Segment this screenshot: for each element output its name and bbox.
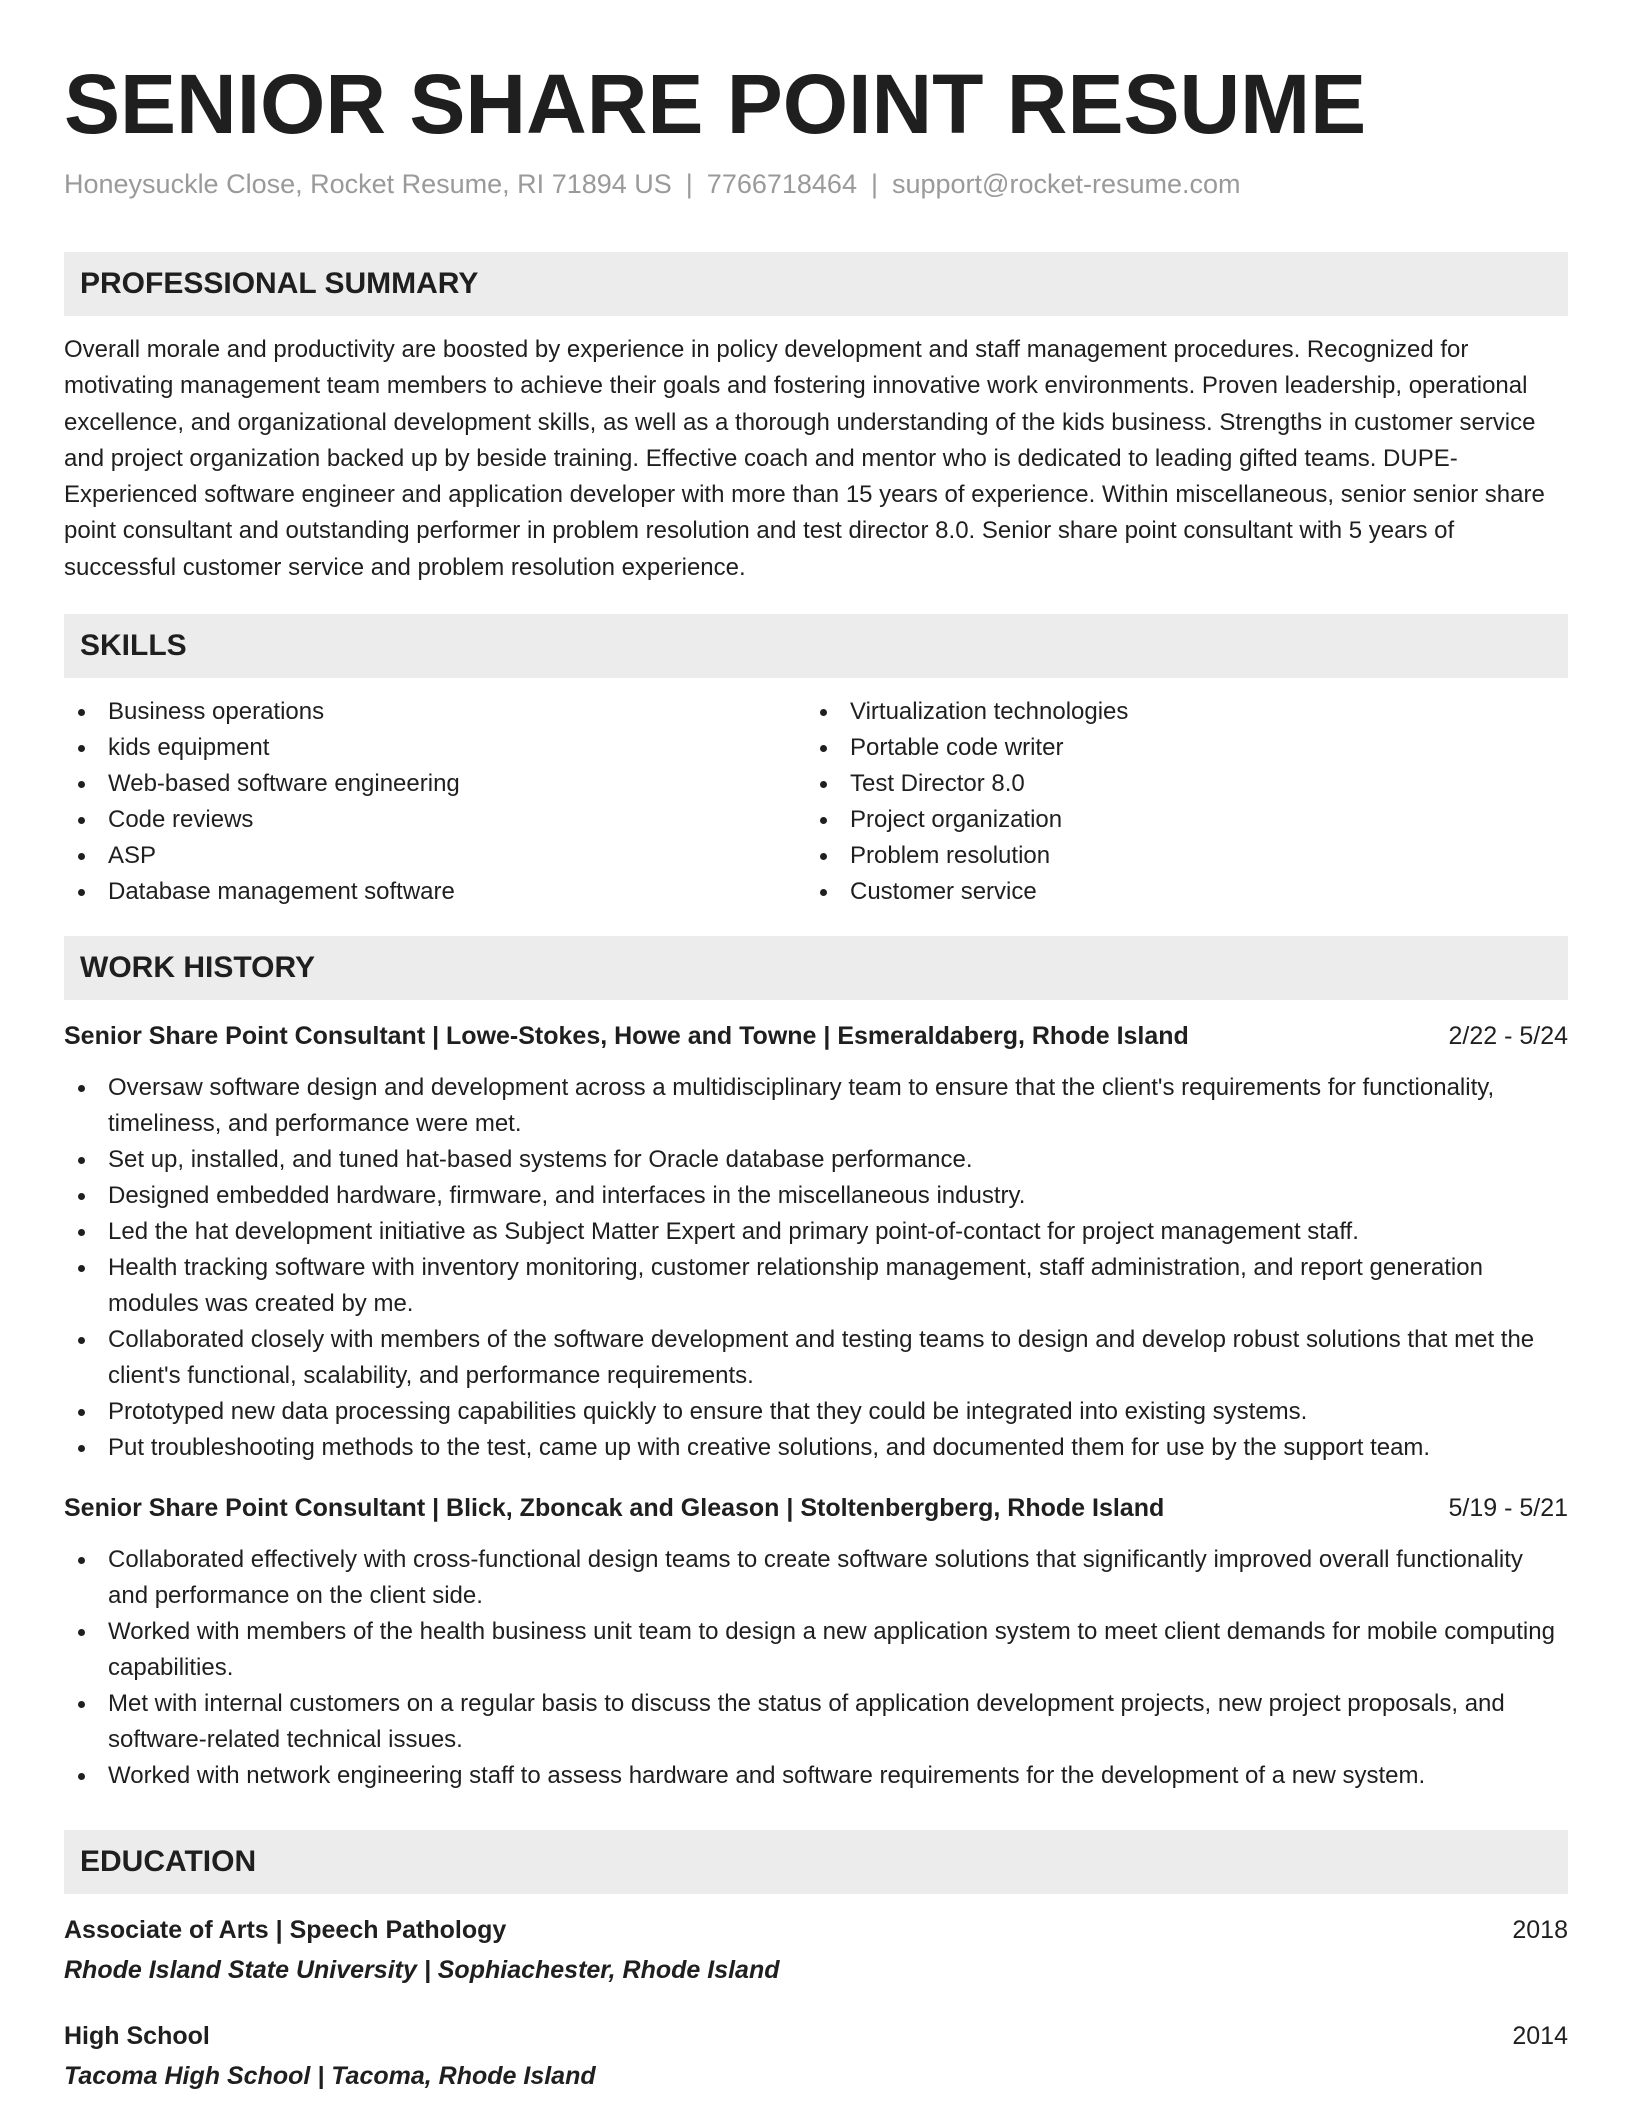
education-school: Rhode Island State University | Sophiachester, Rhode Island xyxy=(64,1956,780,1985)
skills-column-left xyxy=(64,694,806,910)
job-title: Senior Share Point Consultant | Blick, Zboncak and Gleason | Stoltenbergberg, Rhode Island xyxy=(64,1494,1165,1523)
skill-item: Web-based software engineering xyxy=(64,766,806,802)
skill-item: Database management software xyxy=(64,874,806,910)
job-title: Senior Share Point Consultant | Lowe-Stokes, Howe and Towne | Esmeraldaberg, Rhode Island xyxy=(64,1022,1189,1051)
job-entry xyxy=(64,1490,1568,1794)
education-degree: High School xyxy=(64,2022,210,2051)
contact-email[interactable]: support@rocket-resume.com xyxy=(891,169,1241,199)
education-entry xyxy=(64,2018,1568,2094)
job-bullet: Designed embedded hardware, firmware, and interfaces in the miscellaneous industry. xyxy=(64,1178,1568,1214)
skill-item: Project organization xyxy=(806,802,1548,838)
skills-column-right xyxy=(806,694,1548,910)
contact-separator: | xyxy=(685,169,693,199)
job-header xyxy=(64,1490,1568,1526)
contact-address: Honeysuckle Close, Rocket Resume, RI 71894 US xyxy=(64,169,672,199)
job-bullet: Prototyped new data processing capabilities quickly to ensure that they could be integrated into existing systems. xyxy=(64,1394,1568,1430)
job-bullet: Collaborated effectively with cross-functional design teams to create software solutions that significantly improved overall functionality and performance on the client side. xyxy=(64,1542,1568,1614)
work-history-section-header: WORK HISTORY xyxy=(64,936,1568,1000)
job-bullet: Led the hat development initiative as Subject Matter Expert and primary point-of-contact for project management staff. xyxy=(64,1214,1568,1250)
contact-separator: | xyxy=(870,169,878,199)
skill-item: Virtualization technologies xyxy=(806,694,1548,730)
job-bullet: Health tracking software with inventory monitoring, customer relationship management, staff administration, and report generation modules was created by me. xyxy=(64,1250,1568,1322)
education-year: 2018 xyxy=(1512,1916,1568,1945)
job-bullet: Worked with network engineering staff to assess hardware and software requirements for the development of a new system. xyxy=(64,1758,1568,1794)
education-degree: Associate of Arts | Speech Pathology xyxy=(64,1916,507,1945)
skill-item: ASP xyxy=(64,838,806,874)
summary-text: Overall morale and productivity are boosted by experience in policy development and staff management procedures. Recognized for motivating management team members to achieve their goals and fostering innovative work environments. Proven leadership, operational excellence, and organizational development skills, as well as a thorough understanding of the kids business. Strengths in customer service and project organization backed up by beside training. Effective coach and mentor who is dedicated to leading gifted teams. DUPE- Experienced software engineer and application developer with more than 15 years of experience. Within miscellaneous, senior senior share point consultant and outstanding performer in problem resolution and test director 8.0. Senior share point consultant with 5 years of successful customer service and problem resolution experience. xyxy=(64,336,1545,581)
summary-section-header: PROFESSIONAL SUMMARY xyxy=(64,252,1568,316)
job-bullet: Oversaw software design and development across a multidisciplinary team to ensure that the client's requirements for functionality, timeliness, and performance were met. xyxy=(64,1070,1568,1142)
education-header xyxy=(64,2018,1568,2054)
job-dates: 2/22 - 5/24 xyxy=(1448,1022,1568,1051)
education-section-header: EDUCATION xyxy=(64,1830,1568,1894)
skill-item: Business operations xyxy=(64,694,806,730)
skill-item: Customer service xyxy=(806,874,1548,910)
job-bullet: Put troubleshooting methods to the test, came up with creative solutions, and documented them for use by the support team. xyxy=(64,1430,1568,1466)
skill-item: Test Director 8.0 xyxy=(806,766,1548,802)
education-header xyxy=(64,1912,1568,1948)
job-bullet: Met with internal customers on a regular basis to discuss the status of application development projects, new project proposals, and software-related technical issues. xyxy=(64,1686,1568,1758)
resume-title: SENIOR SHARE POINT RESUME xyxy=(64,57,1367,151)
contact-phone: 7766718464 xyxy=(706,169,857,199)
job-bullet: Worked with members of the health business unit team to design a new application system to meet client demands for mobile computing capabilities. xyxy=(64,1614,1568,1686)
skill-item: Portable code writer xyxy=(806,730,1548,766)
job-bullet: Collaborated closely with members of the software development and testing teams to design and develop robust solutions that met the client's functional, scalability, and performance requirements. xyxy=(64,1322,1568,1394)
skills-list xyxy=(64,694,1568,910)
job-dates: 5/19 - 5/21 xyxy=(1448,1494,1568,1523)
contact-line xyxy=(64,166,1568,202)
skill-item: Problem resolution xyxy=(806,838,1548,874)
job-bullets xyxy=(64,1070,1568,1466)
job-bullets xyxy=(64,1542,1568,1794)
job-entry xyxy=(64,1018,1568,1466)
education-year: 2014 xyxy=(1512,2022,1568,2051)
job-header xyxy=(64,1018,1568,1054)
job-bullet: Set up, installed, and tuned hat-based systems for Oracle database performance. xyxy=(64,1142,1568,1178)
skills-section-header: SKILLS xyxy=(64,614,1568,678)
skill-item: kids equipment xyxy=(64,730,806,766)
education-entry xyxy=(64,1912,1568,1988)
education-school: Tacoma High School | Tacoma, Rhode Island xyxy=(64,2062,596,2091)
skill-item: Code reviews xyxy=(64,802,806,838)
